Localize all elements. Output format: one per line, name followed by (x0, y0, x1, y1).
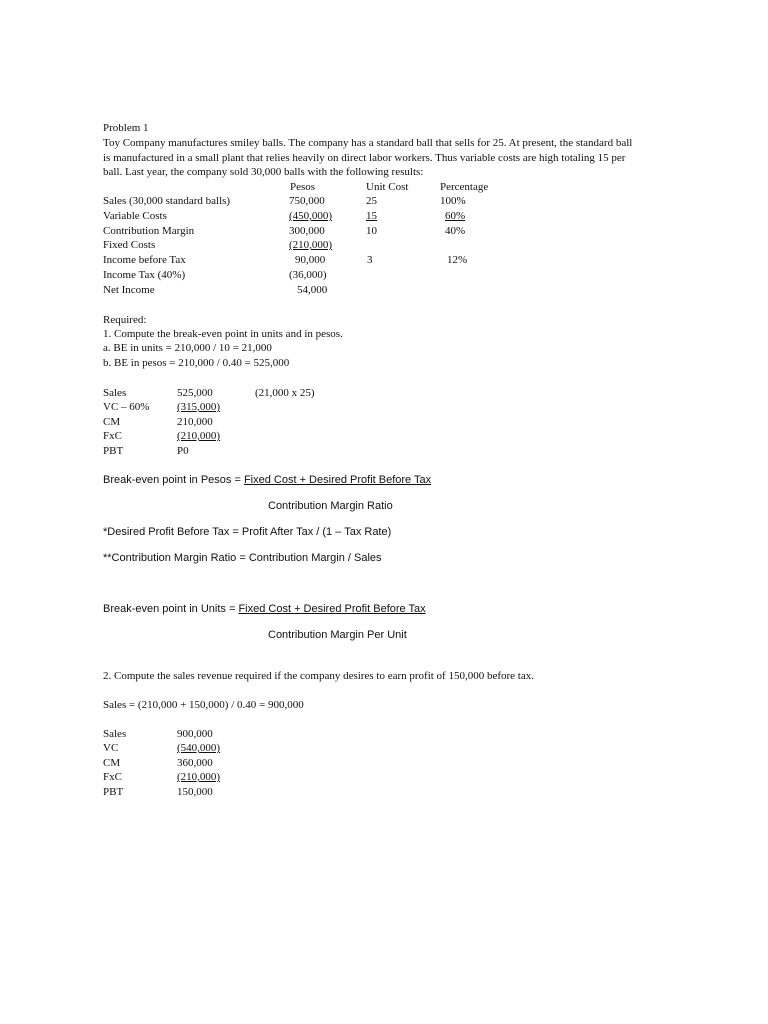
row-pesos: 54,000 (297, 284, 328, 296)
header-unit-cost: Unit Cost (366, 181, 409, 193)
be-row-label: Sales (103, 387, 127, 399)
row-pesos: (36,000) (289, 269, 327, 281)
problem-title: Problem 1 (103, 122, 149, 134)
q2-row-label: VC (103, 742, 119, 754)
q2-row-label: PBT (103, 786, 124, 798)
row-pct: 12% (447, 254, 468, 266)
row-label: Sales (30,000 standard balls) (103, 195, 231, 207)
be-units-formula (103, 603, 426, 615)
row-label: Variable Costs (103, 210, 167, 222)
problem-intro (103, 136, 632, 180)
row-unit: 3 (367, 254, 373, 266)
intro-line: ball. Last year, the company sold 30,000 balls with the following results: (103, 166, 424, 179)
row-pesos: 90,000 (295, 254, 326, 266)
q2-row-value: (210,000) (177, 771, 221, 783)
q2-row-value: 900,000 (177, 728, 213, 740)
answer-1a: a. BE in units = 210,000 / 10 = 21,000 (103, 342, 272, 354)
be-row-label: CM (103, 416, 121, 428)
row-unit: 15 (366, 210, 377, 222)
question-1: 1. Compute the break-even point in units and in pesos. (103, 328, 343, 340)
be-pesos-numerator: Fixed Cost + Desired Profit Before Tax (243, 474, 432, 486)
be-row-value: 210,000 (177, 416, 213, 428)
row-pesos: (450,000) (289, 210, 333, 222)
answer-1b: b. BE in pesos = 210,000 / 0.40 = 525,000 (103, 357, 290, 369)
required-heading: Required: (103, 314, 147, 326)
be-pesos-prefix: Break-even point in Pesos = (103, 474, 244, 486)
be-note: (21,000 x 25) (255, 387, 315, 399)
be-row-value: 525,000 (177, 387, 213, 399)
row-label: Contribution Margin (103, 225, 195, 237)
row-pct: 100% (440, 195, 466, 207)
be-row-value: (210,000) (177, 430, 221, 442)
be-pesos-formula (103, 474, 431, 486)
desired-profit-note: *Desired Profit Before Tax = Profit After Tax / (1 – Tax Rate) (103, 526, 392, 538)
q2-row-label: CM (103, 757, 121, 769)
intro-line: Toy Company manufactures smiley balls. The company has a standard ball that sells for 25. At present, the standard ball (103, 137, 633, 149)
be-row-value: P0 (177, 445, 189, 457)
q2-row-value: 360,000 (177, 757, 213, 769)
be-row-label: PBT (103, 445, 124, 457)
row-pesos: 300,000 (289, 225, 325, 237)
be-row-value: (315,000) (177, 401, 221, 413)
q2-row-value: (540,000) (177, 742, 221, 754)
row-label: Income before Tax (103, 254, 186, 266)
row-unit: 10 (366, 225, 377, 237)
q2-row-label: Sales (103, 728, 127, 740)
row-label: Fixed Costs (103, 239, 156, 251)
sales-equation: Sales = (210,000 + 150,000) / 0.40 = 900,000 (103, 699, 304, 711)
be-row-label: VC – 60% (103, 401, 150, 413)
row-pesos: 750,000 (289, 195, 325, 207)
q2-row-value: 150,000 (177, 786, 213, 798)
header-pesos: Pesos (290, 181, 316, 193)
row-unit: 25 (366, 195, 377, 207)
be-units-denominator: Contribution Margin Per Unit (268, 629, 407, 641)
header-percentage: Percentage (440, 181, 489, 193)
be-units-prefix: Break-even point in Units = (103, 603, 239, 615)
intro-line: is manufactured in a small plant that relies heavily on direct labor workers. Thus variable costs are high totaling 15 per (103, 151, 626, 164)
row-pct: 60% (445, 210, 466, 222)
question-2: 2. Compute the sales revenue required if the company desires to earn profit of 150,000 before tax. (103, 670, 534, 682)
be-row-label: FxC (103, 430, 122, 442)
row-pct: 40% (445, 225, 466, 237)
row-pesos: (210,000) (289, 239, 333, 251)
row-label: Net Income (103, 284, 155, 296)
cm-ratio-note: **Contribution Margin Ratio = Contribution Margin / Sales (103, 552, 382, 564)
be-pesos-denominator: Contribution Margin Ratio (268, 500, 393, 512)
row-label: Income Tax (40%) (103, 269, 186, 281)
q2-row-label: FxC (103, 771, 122, 783)
be-units-numerator: Fixed Cost + Desired Profit Before Tax (238, 603, 426, 615)
